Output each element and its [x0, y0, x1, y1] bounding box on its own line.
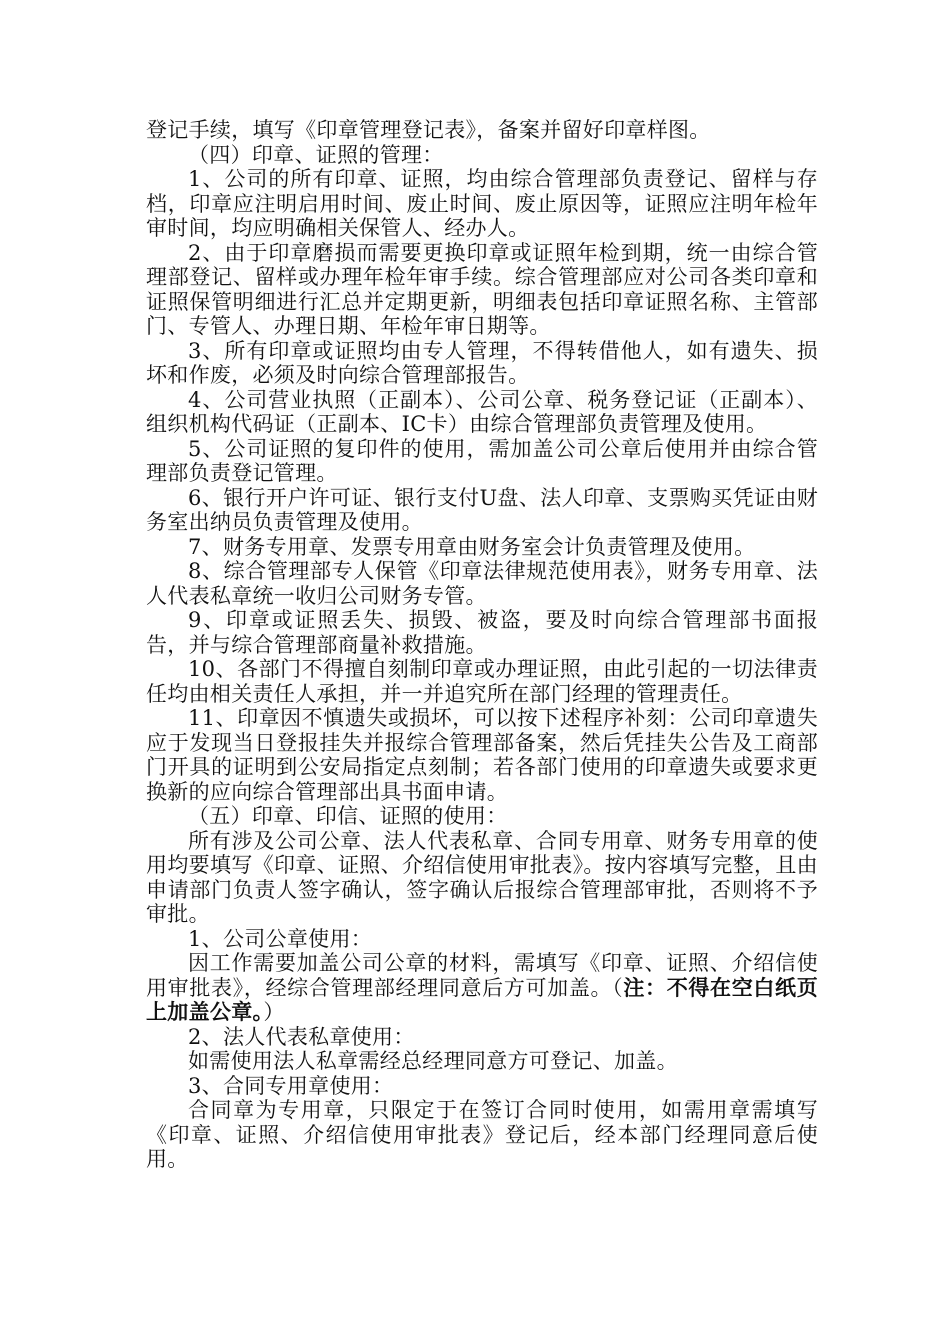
paragraph: 登记手续，填写《印章管理登记表》，备案并留好印章样图。 [146, 118, 711, 142]
paragraph: 2、由于印章磨损而需要更换印章或证照年检到期，统一由综合管理部登记、留样或办理年检年审手续。综合管理部应对公司各类印章和证照保管明细进行汇总并定期更新，明细表包括印章证照名称、主管部门、专管人、办理日期、年检年审日期等。 [146, 240, 818, 338]
paragraph: 10、各部门不得擅自刻制印章或办理证照，由此引起的一切法律责任均由相关责任人承担，并一并追究所在部门经理的管理责任。 [146, 657, 818, 706]
paragraph-with-note [146, 951, 818, 1025]
paragraph: 合同章为专用章，只限定于在签订合同时使用，如需用章需填写《印章、证照、介绍信使用审批表》登记后，经本部门经理同意后使用。 [146, 1098, 818, 1171]
paragraph-tail: ） [263, 1000, 285, 1024]
subheading: 2、法人代表私章使用： [188, 1024, 415, 1049]
paragraph: 6、银行开户许可证、银行支付U盘、法人印章、支票购买凭证由财务室出纳员负责管理及使用。 [146, 485, 818, 534]
paragraph: 11、印章因不慎遗失或损坏，可以按下述程序补刻：公司印章遗失应于发现当日登报挂失并报综合管理部备案，然后凭挂失公告及工商部门开具的证明到公安局指定点刻制；若各部门使用的印章遗失或要求更换新的应向综合管理部出具书面申请。 [146, 706, 818, 804]
paragraph: 9、印章或证照丢失、损毁、被盗，要及时向综合管理部书面报告，并与综合管理部商量补救措施。 [146, 608, 818, 657]
paragraph: 1、公司的所有印章、证照，均由综合管理部负责登记、留样与存档，印章应注明启用时间、废止时间、废止原因等，证照应注明年检年审时间，均应明确相关保管人、经办人。 [146, 167, 818, 240]
paragraph: 8、综合管理部专人保管《印章法律规范使用表》，财务专用章、法人代表私章统一收归公司财务专管。 [146, 559, 818, 608]
document-page [146, 118, 818, 1172]
paragraph: 4、公司营业执照（正副本）、公司公章、税务登记证（正副本）、组织机构代码证（正副本、IC卡）由综合管理部负责管理及使用。 [146, 387, 818, 436]
bold-note: 注：不得在空白纸页上加盖公章。 [146, 974, 818, 1024]
paragraph: 如需使用法人私章需经总经理同意方可登记、加盖。 [188, 1049, 678, 1073]
paragraph-text: 因工作需要加盖公司公章的材料，需填写《印章、证照、介绍信使用审批表》，经综合管理部经理同意后方可加盖。（ [146, 951, 818, 1000]
paragraph: 7、财务专用章、发票专用章由财务室会计负责管理及使用。 [188, 534, 756, 559]
paragraph: 3、所有印章或证照均由专人管理，不得转借他人，如有遗失、损坏和作废，必须及时向综合管理部报告。 [146, 338, 818, 387]
paragraph: 5、公司证照的复印件的使用，需加盖公司公章后使用并由综合管理部负责登记管理。 [146, 436, 818, 485]
paragraph: 所有涉及公司公章、法人代表私章、合同专用章、财务专用章的使用均要填写《印章、证照、介绍信使用审批表》。按内容填写完整，且由申请部门负责人签字确认，签字确认后报综合管理部审批，否则将不予审批。 [146, 828, 818, 926]
section-heading: （五）印章、印信、证照的使用： [188, 804, 508, 828]
subheading: 1、公司公章使用： [188, 926, 373, 951]
section-heading: （四）印章、证照的管理： [188, 142, 444, 167]
subheading: 3、合同专用章使用： [188, 1073, 394, 1098]
